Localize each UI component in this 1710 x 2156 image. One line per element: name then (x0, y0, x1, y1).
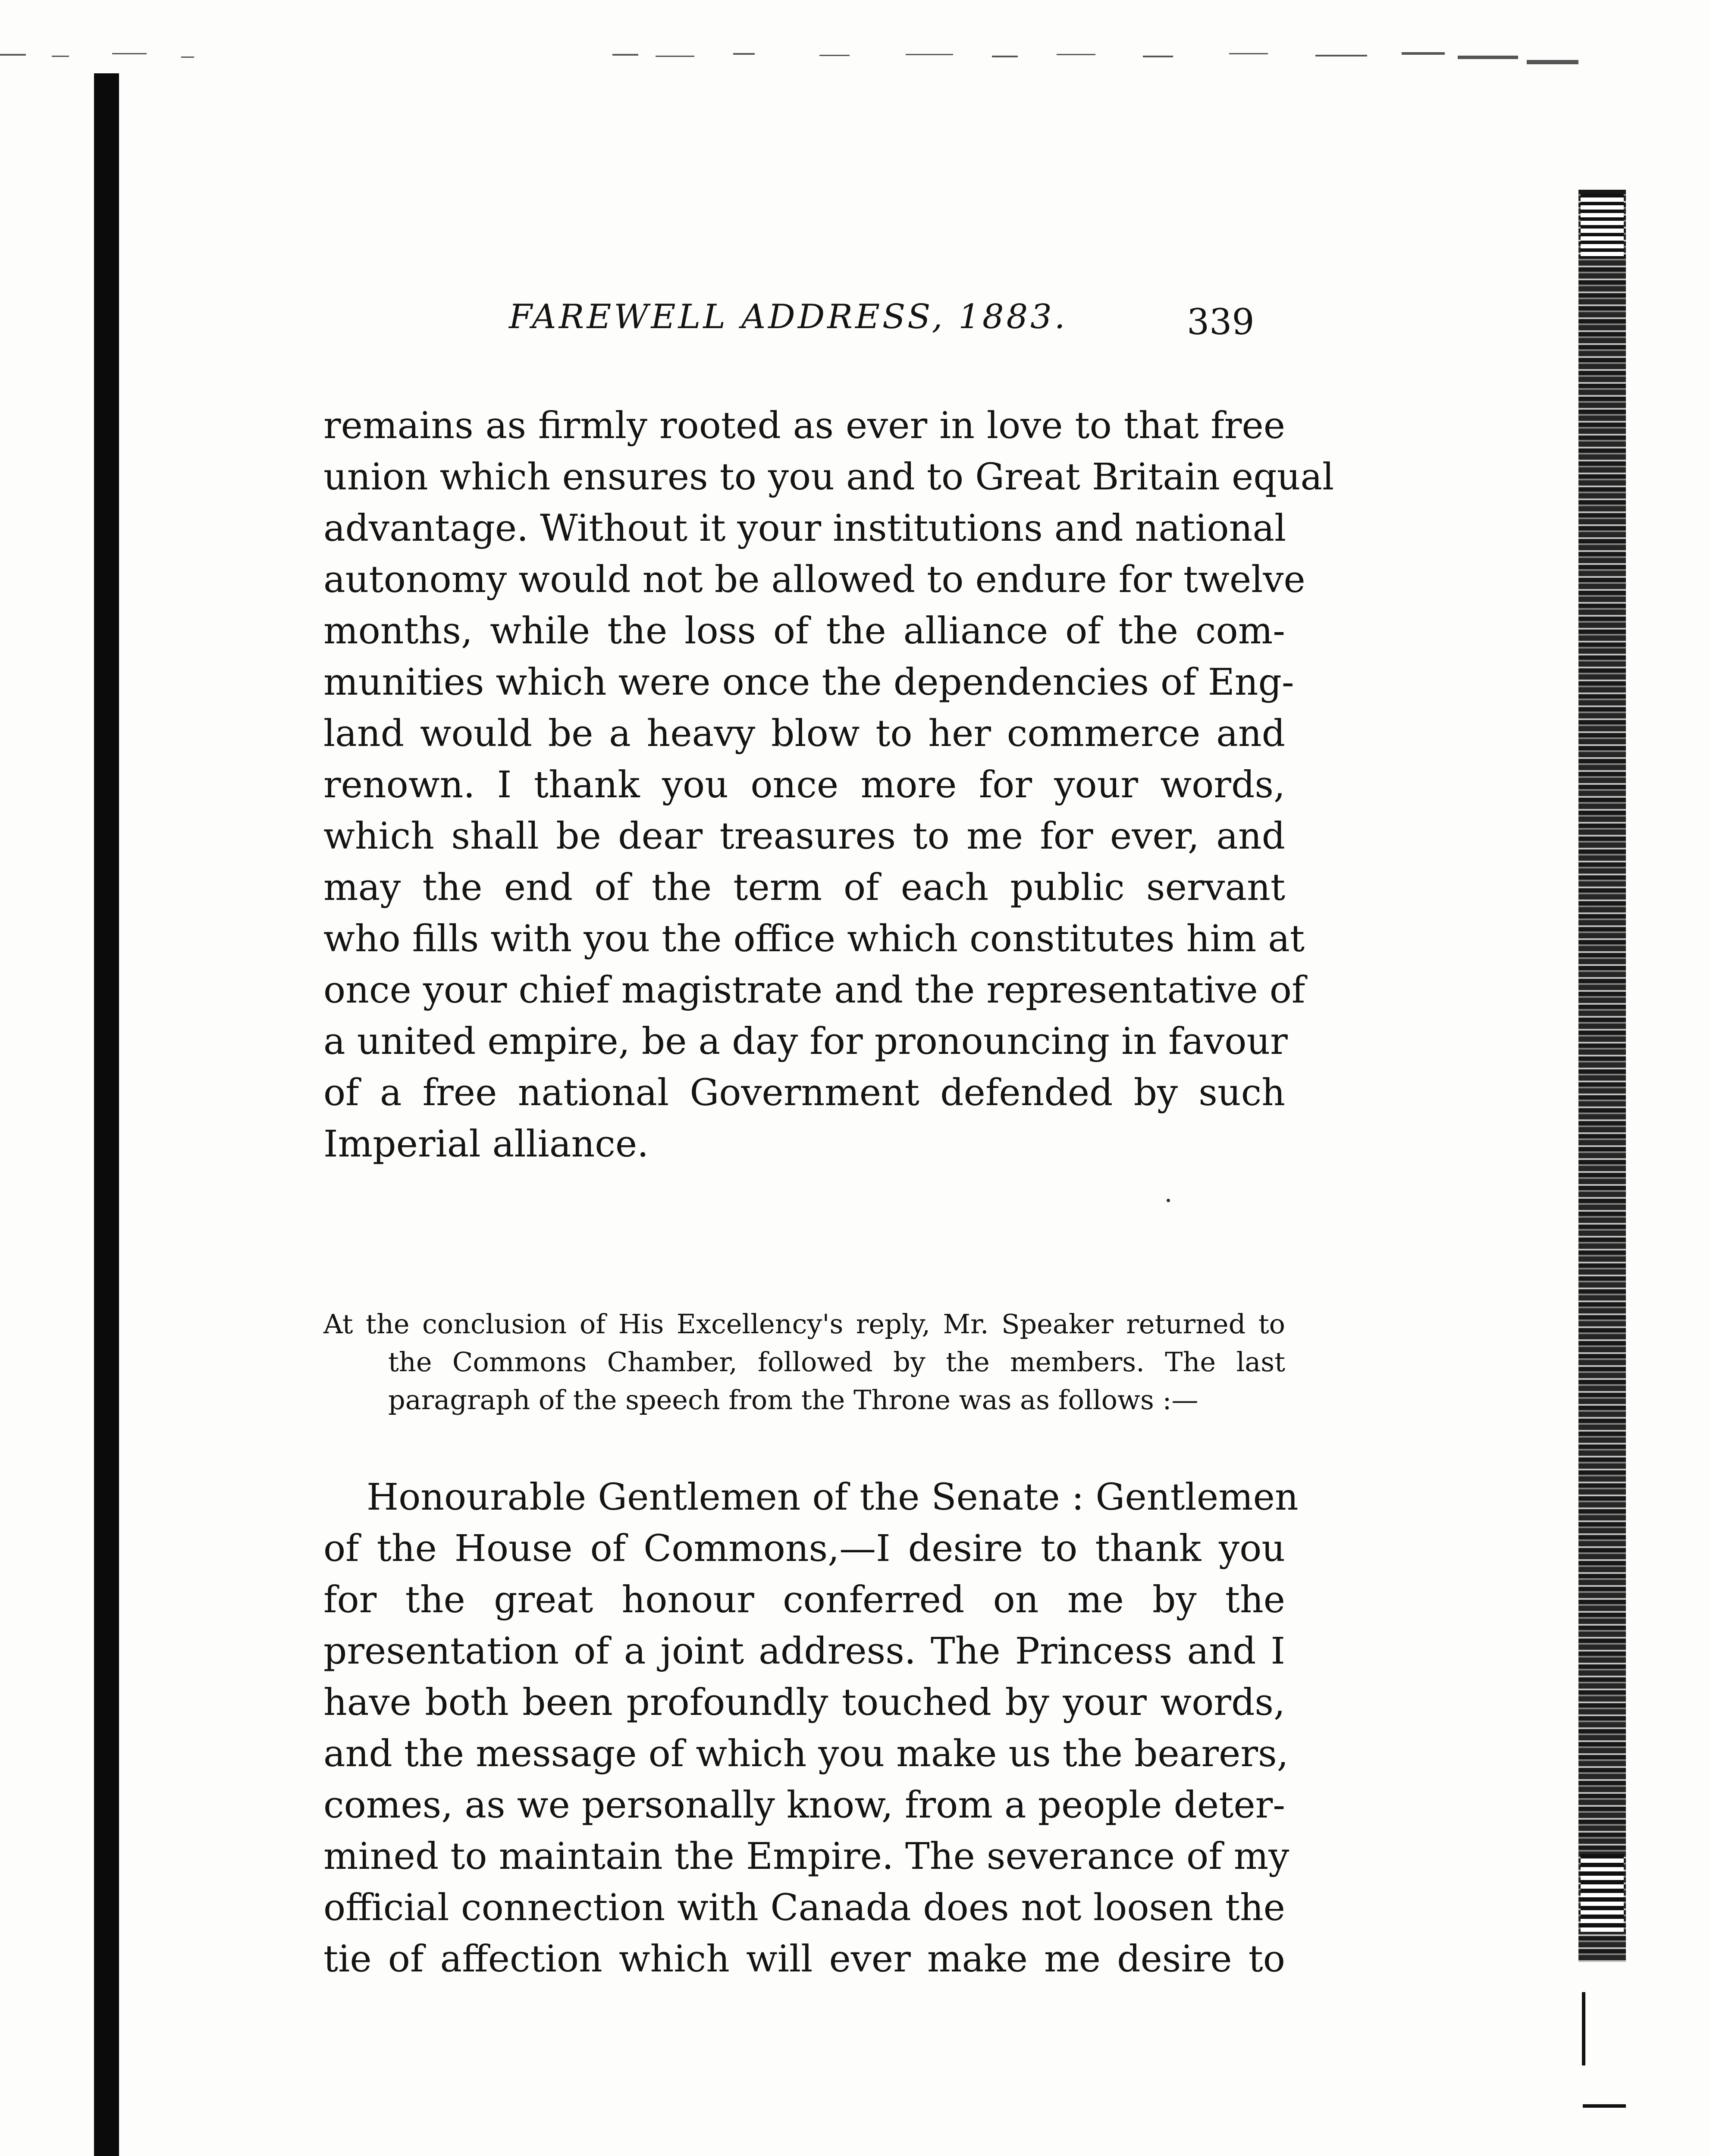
text-line: Imperial alliance. (323, 1123, 649, 1166)
text-line: may the end of the term of each public servant (323, 866, 1285, 909)
right-edge-bottom-bars (1581, 1854, 1624, 1932)
text-line: mined to maintain the Empire. The severance of my (323, 1835, 1290, 1878)
text-line: advantage. Without it your institutions and national (323, 507, 1286, 550)
text-line: once your chief magistrate and the representative of (323, 969, 1305, 1012)
top-edge-noise (0, 41, 1596, 75)
note-line: the Commons Chamber, followed by the members. The last (388, 1346, 1285, 1378)
text-line: comes, as we personally know, from a people deter- (323, 1784, 1285, 1827)
right-edge-scan-strip (1578, 190, 1626, 1962)
text-line: presentation of a joint address. The Princess and I (323, 1630, 1285, 1673)
running-header-title: FAREWELL ADDRESS, 1883. (509, 298, 1068, 336)
text-line: tie of affection which will ever make me desire to (323, 1938, 1285, 1981)
right-edge-mark (1583, 2104, 1626, 2108)
text-line: of a free national Government defended by such (323, 1072, 1285, 1114)
text-line: munities which were once the dependencies of Eng- (323, 661, 1294, 704)
text-line: union which ensures to you and to Great Britain equal (323, 456, 1334, 498)
text-line: months, while the loss of the alliance of the com- (323, 610, 1285, 652)
text-line: land would be a heavy blow to her commerce and (323, 712, 1285, 755)
text-line: for the great honour conferred on me by the (323, 1579, 1285, 1621)
text-line: and the message of which you make us the bearers, (323, 1733, 1289, 1775)
text-line: remains as firmly rooted as ever in love to that free (323, 404, 1285, 447)
right-edge-mark (1582, 1992, 1585, 2065)
text-line: of the House of Commons,—I desire to thank you (323, 1527, 1285, 1570)
text-line: official connection with Canada does not loosen the (323, 1887, 1285, 1929)
text-line: who fills with you the office which constitutes him at (323, 918, 1305, 960)
page-number: 339 (1187, 302, 1255, 343)
note-line: At the conclusion of His Excellency's reply, Mr. Speaker returned to (323, 1308, 1285, 1340)
text-line: which shall be dear treasures to me for ever, and (323, 815, 1285, 858)
text-line: renown. I thank you once more for your words, (323, 764, 1285, 806)
right-edge-top-bars (1581, 194, 1624, 259)
ink-speck (1167, 1199, 1170, 1202)
text-line: have both been profoundly touched by your words, (323, 1681, 1285, 1724)
text-line: a united empire, be a day for pronouncing in favour (323, 1020, 1288, 1063)
binding-shadow (94, 73, 119, 2156)
note-line: paragraph of the speech from the Throne was as follows :— (388, 1384, 1199, 1416)
text-line: autonomy would not be allowed to endure for twelve (323, 558, 1305, 601)
text-line: Honourable Gentlemen of the Senate : Gentlemen (367, 1476, 1299, 1519)
